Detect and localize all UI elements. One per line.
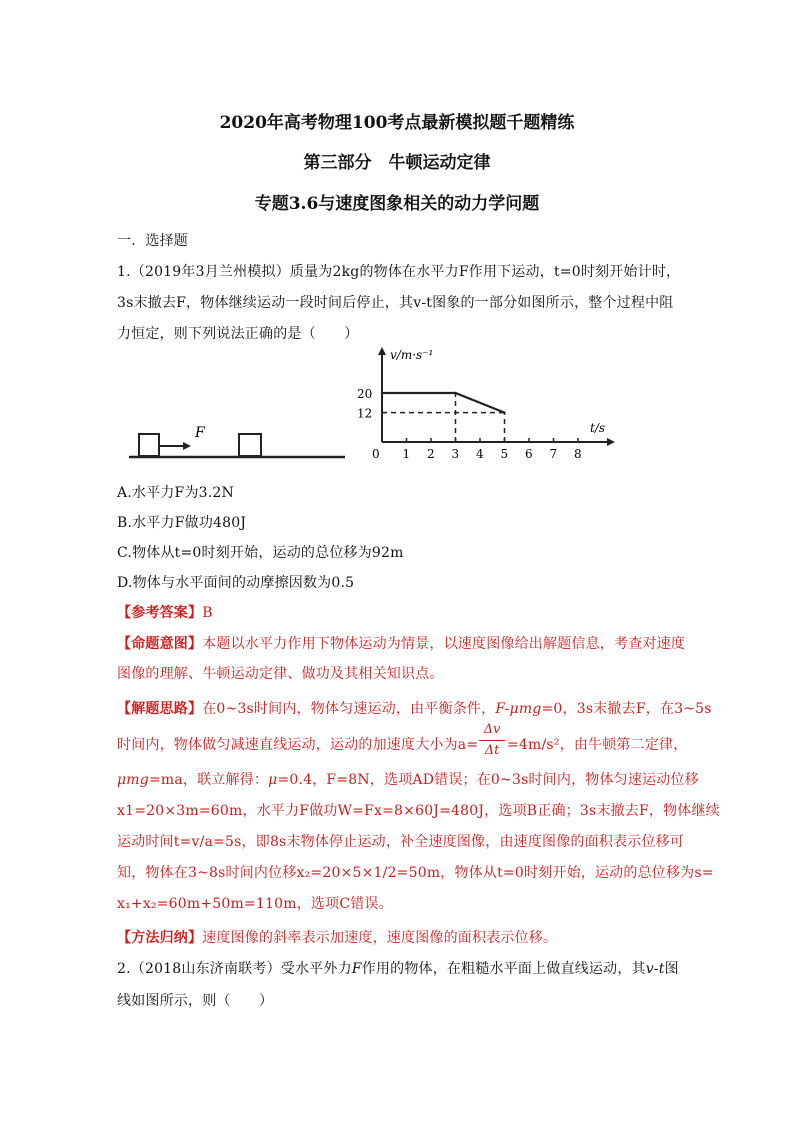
vt-chart [357,347,615,461]
intent-line2: 图像的理解、牛顿运动定律、做功及其相关知识点。 [117,666,444,682]
force-label: F [195,425,205,441]
q2-stem-line2: 线如图所示，则（ ） [117,993,274,1009]
fraction-dv-dt [479,722,505,762]
section-heading: 一．选择题 [117,233,188,249]
solution-line4: x1=20×3m=60m，水平力F做功W=Fx=8×60J=480J，选项B正确；3s末撤去F，物体继续 [117,803,720,819]
x-axis-label: t/s [590,421,606,435]
x-axis-arrow [607,438,615,446]
block-diagram [129,425,345,457]
q2-stem-line1: 2.（2018山东济南联考）受水平外力F作用的物体，在粗糙水平面上做直线运动，其v-t图 [117,961,679,977]
x-tick-label: 0 [372,447,380,461]
velocity-data-point [381,392,383,394]
answer-line [117,602,213,622]
velocity-data-point [454,392,456,394]
intent-label: 【命题意图】 [117,636,203,652]
x-tick-label: 7 [549,447,558,461]
y-axis-label: v/m·s⁻¹ [390,348,434,362]
solution-line2a: 时间内，物体做匀减速直线运动，运动的加速度大小为a= [117,737,479,753]
block-end [239,434,261,456]
answer-label: 【参考答案】 [117,605,203,621]
solution-line7: x₁+x₂=60m+50m=110m，选项C错误。 [117,896,393,912]
x-tick-label: 6 [525,447,533,461]
y-tick-label: 12 [357,406,373,421]
solution-line1: 【解题思路】在0~3s时间内，物体匀速运动，由平衡条件，F-μmg=0，3s末撤去F，在3~5s [117,701,712,717]
solution-line3: μmg=ma，联立解得：μ=0.4，F=8N，选项AD错误；在0~3s时间内，物体匀速运动位移 [117,772,699,788]
x-tick-label: 5 [500,447,509,461]
q1-stem-line3: 力恒定，则下列说法正确的是（ ） [117,326,359,342]
fraction-bar [479,740,505,741]
fraction-denominator: Δt [484,743,500,758]
method-label: 【方法归纳】 [117,930,203,946]
velocity-series-line [382,393,505,413]
x-tick-label: 8 [574,447,582,461]
q1-option-c: C.物体从t=0时刻开始，运动的总位移为92m [117,545,404,561]
x-tick-label: 2 [427,447,435,461]
y-tick-label: 20 [357,387,373,401]
force-arrow-head [183,442,191,450]
y-axis-arrow [378,347,386,355]
part-title: 第三部分 牛顿运动定律 [303,153,491,173]
q1-option-b: B.水平力F做功480J [117,515,247,531]
x-tick-label: 3 [451,447,460,461]
answer-value: B [202,605,213,621]
velocity-data-point [503,411,505,413]
block-start [139,434,159,456]
solution-line6: 知，物体在3~8s时间内位移x₂=20×5×1/2=50m，物体从t=0时刻开始，运动的总位移为s= [117,865,714,881]
q1-stem-line2: 3s末撤去F，物体继续运动一段时间后停止，其v-t图象的一部分如图所示，整个过程中阻 [117,295,674,311]
page-title: 2020年高考物理100考点最新模拟题千题精练 [219,113,575,133]
topic-title: 专题3.6与速度图象相关的动力学问题 [254,194,540,214]
intent-line1: 【命题意图】本题以水平力作用下物体运动为情景，以速度图像给出解题信息，考查对速度 [117,636,686,652]
q1-option-d: D.物体与水平面间的动摩擦因数为0.5 [117,575,355,591]
solution-line5: 运动时间t=v/a=5s，即8s末物体停止运动，补全速度图像，由速度图像的面积表示位移可 [117,834,685,850]
fraction-numerator: Δv [483,722,501,737]
x-tick-label: 1 [402,447,411,461]
q1-figure [117,345,606,470]
q1-option-a: A.水平力F为3.2N [117,485,234,501]
solution-line2b: =4m/s²，由牛顿第二定律， [507,737,688,753]
solution-label: 【解题思路】 [117,701,203,717]
x-tick-label: 4 [476,447,484,461]
q1-stem-line1: 1.（2019年3月兰州模拟）质量为2kg的物体在水平力F作用下运动，t=0时刻开始计时， [117,264,681,280]
method-line: 【方法归纳】速度图像的斜率表示加速度，速度图像的面积表示位移。 [117,930,558,946]
